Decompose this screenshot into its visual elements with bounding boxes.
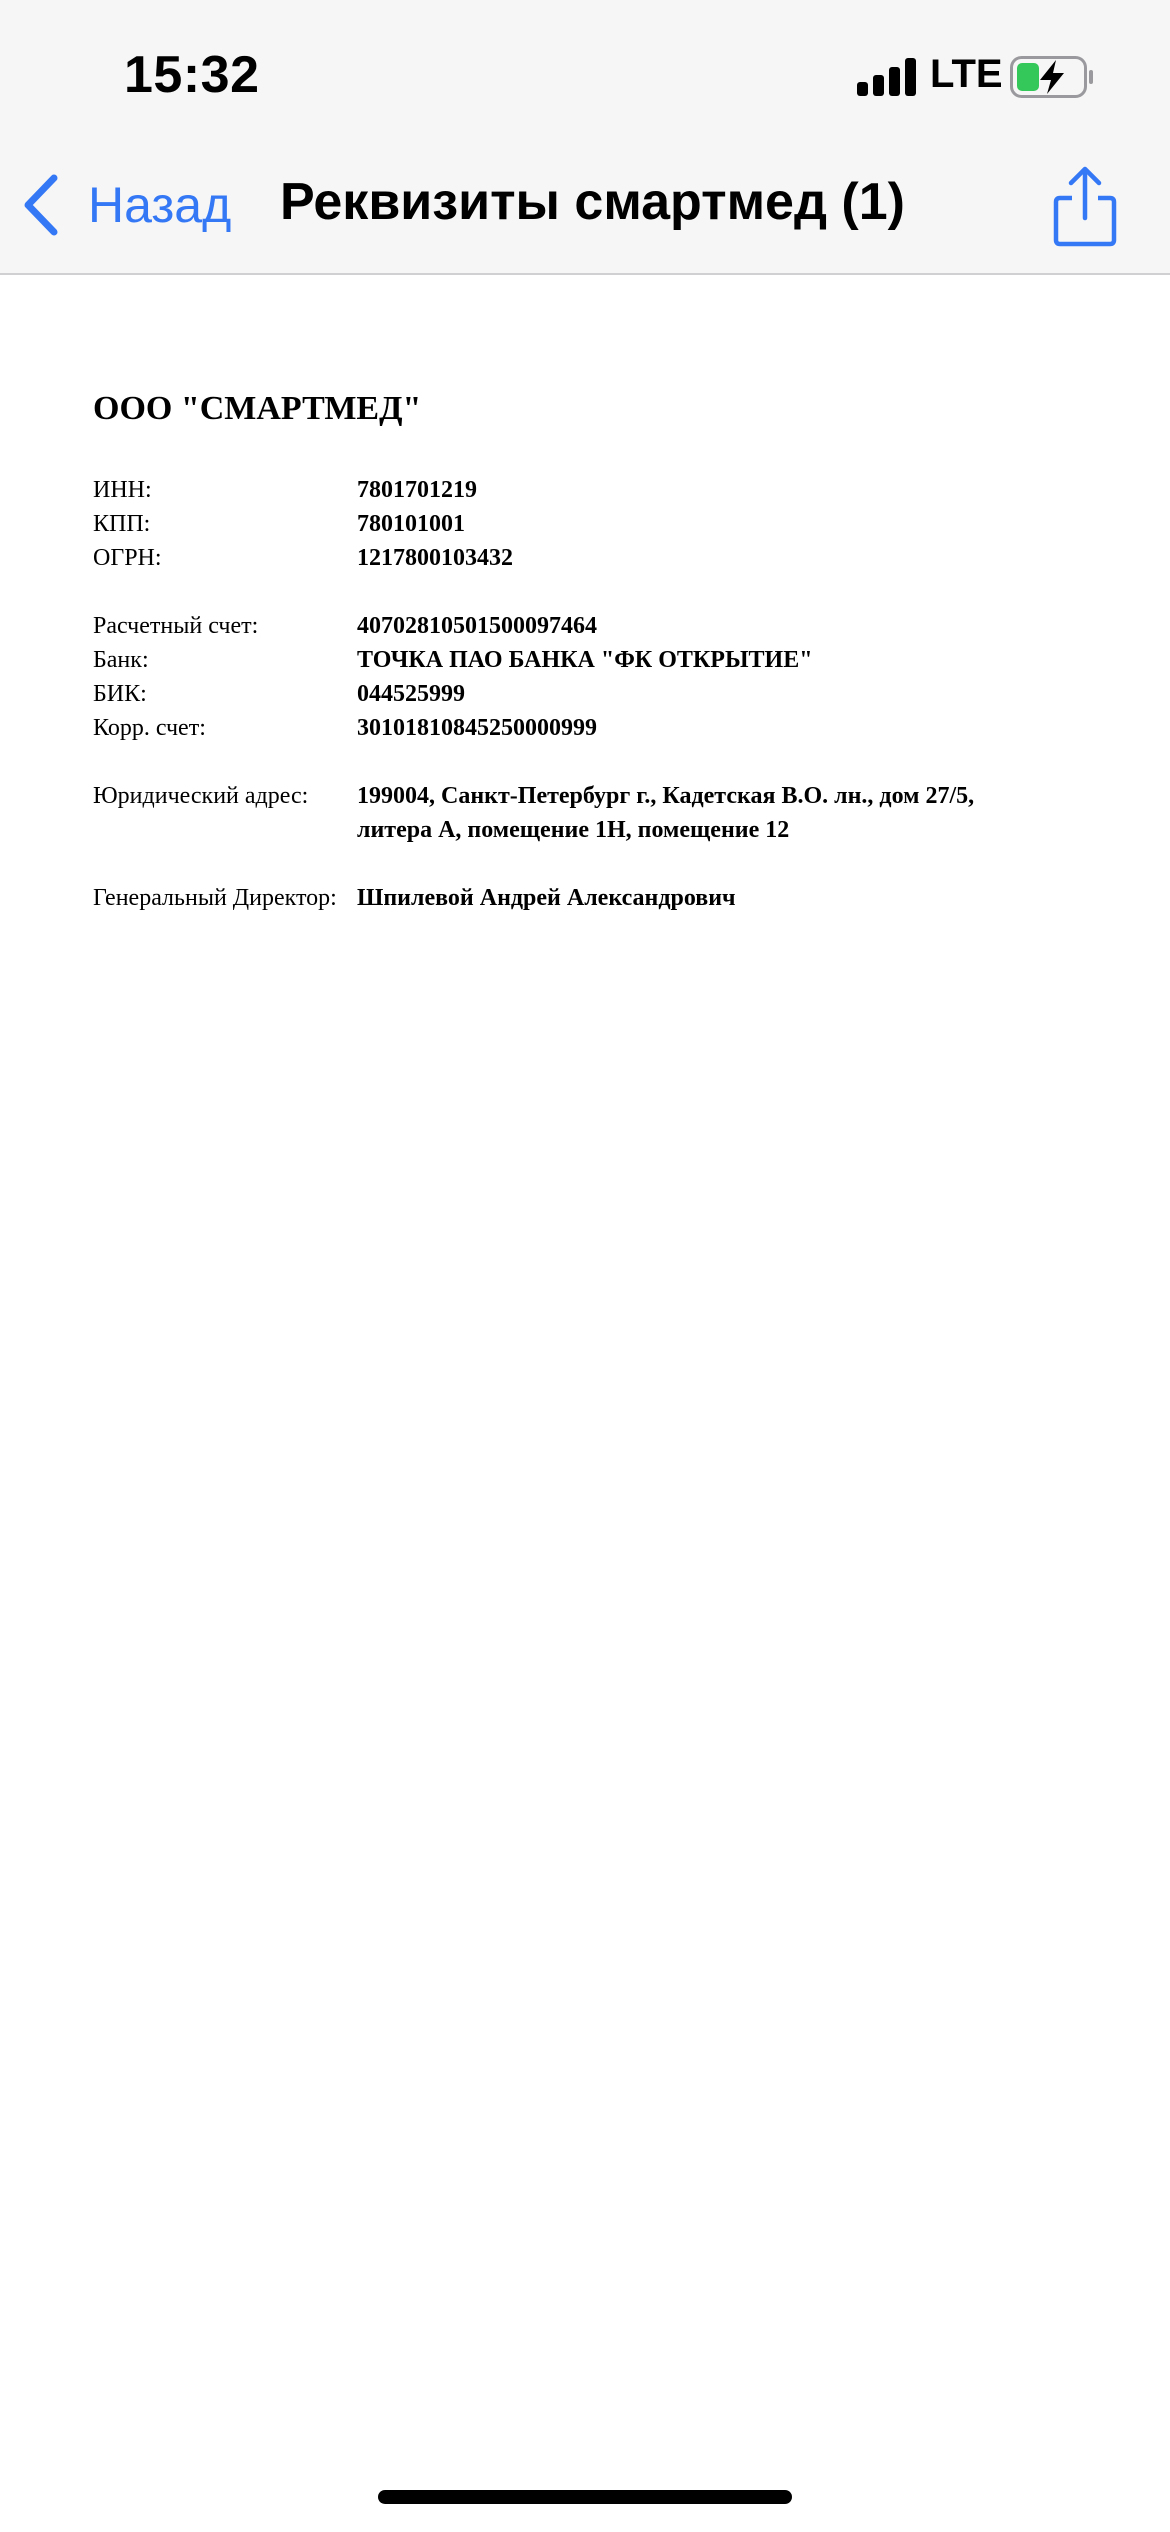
kpp-value: 780101001 <box>357 511 465 537</box>
corr-account-label: Корр. счет: <box>93 715 206 741</box>
address-line-1: 199004, Санкт-Петербург г., Кадетская В.О. лн., дом 27/5, <box>357 783 975 809</box>
home-indicator[interactable] <box>378 2490 792 2504</box>
kpp-row <box>93 507 1093 541</box>
cellular-signal-icon <box>857 58 917 96</box>
director-label: Генеральный Директор: <box>93 885 337 911</box>
header <box>0 0 1170 275</box>
account-row <box>93 609 1093 643</box>
inn-label: ИНН: <box>93 477 152 503</box>
director-value: Шпилевой Андрей Александрович <box>357 885 736 911</box>
share-icon[interactable] <box>1052 164 1118 248</box>
chevron-left-icon <box>22 174 60 236</box>
inn-value: 7801701219 <box>357 477 477 503</box>
kpp-label: КПП: <box>93 511 151 537</box>
address-value <box>357 779 1093 847</box>
status-time: 15:32 <box>124 46 260 104</box>
bik-value: 044525999 <box>357 681 465 707</box>
address-line-2: литера А, помещение 1Н, помещение 12 <box>357 817 790 843</box>
account-value: 40702810501500097464 <box>357 613 597 639</box>
company-name: ООО "СМАРТМЕД" <box>93 390 422 427</box>
ogrn-label: ОГРН: <box>93 545 162 571</box>
document-page <box>93 390 1093 915</box>
address-row <box>93 779 1093 847</box>
corr-account-row <box>93 711 1093 745</box>
bik-row <box>93 677 1093 711</box>
bank-value: ТОЧКА ПАО БАНКА "ФК ОТКРЫТИЕ" <box>357 647 813 673</box>
bank-label: Банк: <box>93 647 149 673</box>
bik-label: БИК: <box>93 681 147 707</box>
account-label: Расчетный счет: <box>93 613 259 639</box>
battery-charging-icon <box>1010 56 1094 98</box>
director-row <box>93 881 1093 915</box>
address-label: Юридический адрес: <box>93 783 309 809</box>
network-type: LTE <box>930 52 1003 96</box>
back-button-label: Назад <box>88 177 232 233</box>
bank-row <box>93 643 1093 677</box>
ogrn-value: 1217800103432 <box>357 545 513 571</box>
page-title: Реквизиты смартмед (1) <box>280 173 905 231</box>
back-button[interactable] <box>22 170 231 240</box>
corr-account-value: 30101810845250000999 <box>357 715 597 741</box>
ogrn-row <box>93 541 1093 575</box>
inn-row <box>93 473 1093 507</box>
